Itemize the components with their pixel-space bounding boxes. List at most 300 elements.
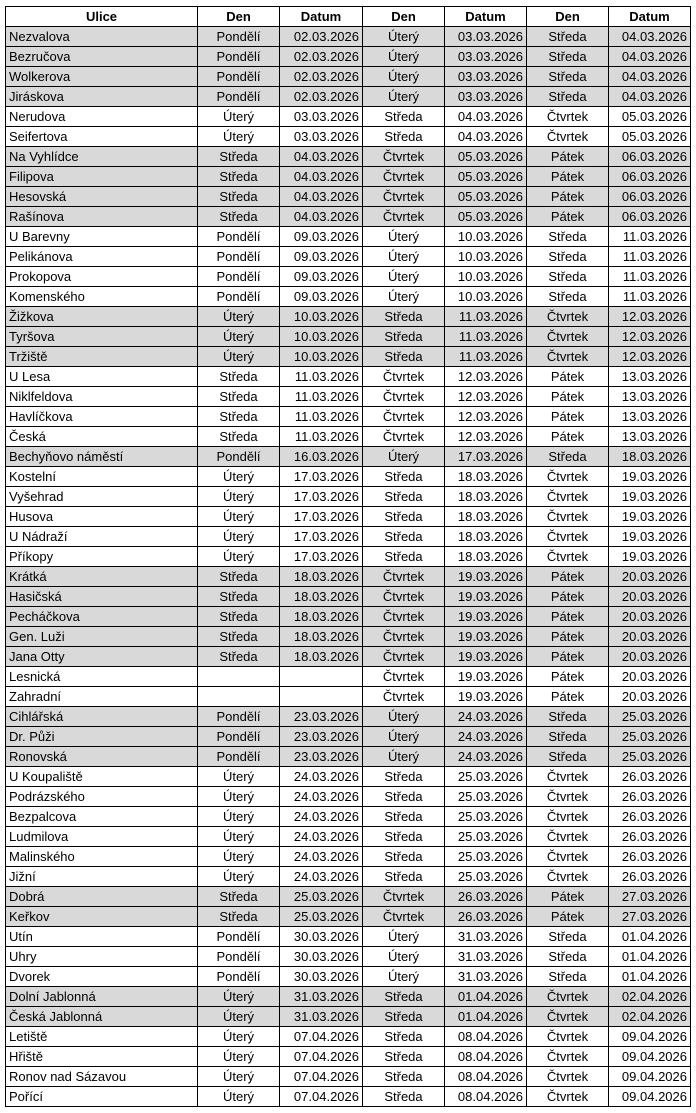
date-1-cell: 03.03.2026 xyxy=(280,127,363,147)
day-3-cell: Středa xyxy=(527,287,609,307)
date-3-cell: 19.03.2026 xyxy=(609,547,691,567)
table-row xyxy=(6,147,691,167)
day-2-cell: Čtvrtek xyxy=(363,887,445,907)
day-1-cell xyxy=(198,667,280,687)
date-3-cell: 13.03.2026 xyxy=(609,407,691,427)
table-row xyxy=(6,787,691,807)
date-2-cell: 31.03.2026 xyxy=(445,947,527,967)
street-cell: Hasičská xyxy=(6,587,198,607)
date-1-cell: 10.03.2026 xyxy=(280,327,363,347)
date-1-cell: 18.03.2026 xyxy=(280,607,363,627)
date-2-cell: 03.03.2026 xyxy=(445,27,527,47)
date-2-cell: 19.03.2026 xyxy=(445,607,527,627)
day-1-cell: Středa xyxy=(198,367,280,387)
table-row xyxy=(6,347,691,367)
date-2-cell: 26.03.2026 xyxy=(445,907,527,927)
date-2-cell: 12.03.2026 xyxy=(445,367,527,387)
day-2-cell: Čtvrtek xyxy=(363,187,445,207)
date-3-cell: 19.03.2026 xyxy=(609,487,691,507)
date-3-cell: 27.03.2026 xyxy=(609,887,691,907)
day-1-cell: Středa xyxy=(198,607,280,627)
day-3-cell: Pátek xyxy=(527,167,609,187)
date-2-cell: 01.04.2026 xyxy=(445,1007,527,1027)
day-1-cell: Úterý xyxy=(198,807,280,827)
date-1-cell: 23.03.2026 xyxy=(280,707,363,727)
table-row xyxy=(6,967,691,987)
date-1-cell: 18.03.2026 xyxy=(280,627,363,647)
day-2-cell: Středa xyxy=(363,107,445,127)
date-2-cell: 05.03.2026 xyxy=(445,187,527,207)
street-cell: Seifertova xyxy=(6,127,198,147)
date-3-cell: 27.03.2026 xyxy=(609,907,691,927)
table-row xyxy=(6,207,691,227)
day-3-cell: Čtvrtek xyxy=(527,527,609,547)
date-3-cell: 02.04.2026 xyxy=(609,1007,691,1027)
date-1-cell: 03.03.2026 xyxy=(280,107,363,127)
street-cell: Příkopy xyxy=(6,547,198,567)
header-street: Ulice xyxy=(6,7,198,27)
table-row xyxy=(6,867,691,887)
date-1-cell: 11.03.2026 xyxy=(280,427,363,447)
day-2-cell: Středa xyxy=(363,767,445,787)
day-2-cell: Středa xyxy=(363,1067,445,1087)
day-1-cell: Středa xyxy=(198,167,280,187)
street-cell: Ronovská xyxy=(6,747,198,767)
date-2-cell: 04.03.2026 xyxy=(445,107,527,127)
street-cell: Dolní Jablonná xyxy=(6,987,198,1007)
header-date-3: Datum xyxy=(609,7,691,27)
day-1-cell: Pondělí xyxy=(198,287,280,307)
street-cell: Bezručova xyxy=(6,47,198,67)
street-cell: Dobrá xyxy=(6,887,198,907)
table-row xyxy=(6,67,691,87)
date-1-cell: 10.03.2026 xyxy=(280,307,363,327)
day-1-cell: Úterý xyxy=(198,1067,280,1087)
date-1-cell: 31.03.2026 xyxy=(280,987,363,1007)
date-2-cell: 26.03.2026 xyxy=(445,887,527,907)
date-2-cell: 18.03.2026 xyxy=(445,507,527,527)
day-2-cell: Úterý xyxy=(363,287,445,307)
table-row xyxy=(6,907,691,927)
street-cell: Hesovská xyxy=(6,187,198,207)
date-3-cell: 25.03.2026 xyxy=(609,707,691,727)
day-1-cell: Pondělí xyxy=(198,447,280,467)
date-2-cell: 10.03.2026 xyxy=(445,247,527,267)
day-2-cell: Středa xyxy=(363,307,445,327)
street-cell: Pořící xyxy=(6,1087,198,1107)
date-3-cell: 01.04.2026 xyxy=(609,927,691,947)
day-2-cell: Středa xyxy=(363,1047,445,1067)
date-1-cell: 11.03.2026 xyxy=(280,367,363,387)
day-2-cell: Středa xyxy=(363,867,445,887)
day-1-cell: Pondělí xyxy=(198,727,280,747)
date-2-cell: 17.03.2026 xyxy=(445,447,527,467)
day-2-cell: Úterý xyxy=(363,947,445,967)
day-1-cell: Úterý xyxy=(198,1007,280,1027)
date-2-cell: 05.03.2026 xyxy=(445,167,527,187)
day-3-cell: Čtvrtek xyxy=(527,1087,609,1107)
date-3-cell: 26.03.2026 xyxy=(609,867,691,887)
day-3-cell: Pátek xyxy=(527,427,609,447)
table-row xyxy=(6,767,691,787)
day-2-cell: Úterý xyxy=(363,927,445,947)
table-row xyxy=(6,307,691,327)
date-2-cell: 25.03.2026 xyxy=(445,807,527,827)
day-3-cell: Čtvrtek xyxy=(527,467,609,487)
date-3-cell: 01.04.2026 xyxy=(609,947,691,967)
day-1-cell: Pondělí xyxy=(198,747,280,767)
table-row xyxy=(6,547,691,567)
table-row xyxy=(6,587,691,607)
day-1-cell: Pondělí xyxy=(198,707,280,727)
date-1-cell xyxy=(280,667,363,687)
date-2-cell: 24.03.2026 xyxy=(445,747,527,767)
table-row xyxy=(6,87,691,107)
date-1-cell: 17.03.2026 xyxy=(280,547,363,567)
date-3-cell: 20.03.2026 xyxy=(609,607,691,627)
street-cell: Dr. Půži xyxy=(6,727,198,747)
table-body xyxy=(6,27,691,1107)
date-1-cell: 04.03.2026 xyxy=(280,207,363,227)
date-3-cell: 05.03.2026 xyxy=(609,127,691,147)
date-3-cell: 20.03.2026 xyxy=(609,567,691,587)
day-1-cell: Úterý xyxy=(198,107,280,127)
day-1-cell: Úterý xyxy=(198,827,280,847)
date-2-cell: 08.04.2026 xyxy=(445,1067,527,1087)
date-1-cell: 30.03.2026 xyxy=(280,947,363,967)
street-cell: Nezvalova xyxy=(6,27,198,47)
day-3-cell: Čtvrtek xyxy=(527,507,609,527)
date-1-cell: 30.03.2026 xyxy=(280,927,363,947)
street-cell: Keřkov xyxy=(6,907,198,927)
date-1-cell: 17.03.2026 xyxy=(280,507,363,527)
day-1-cell: Úterý xyxy=(198,847,280,867)
day-3-cell: Středa xyxy=(527,947,609,967)
date-3-cell: 26.03.2026 xyxy=(609,787,691,807)
date-2-cell: 19.03.2026 xyxy=(445,567,527,587)
day-3-cell: Středa xyxy=(527,247,609,267)
street-cell: Podrázského xyxy=(6,787,198,807)
day-1-cell: Úterý xyxy=(198,347,280,367)
day-2-cell: Úterý xyxy=(363,267,445,287)
street-cell: U Nádraží xyxy=(6,527,198,547)
street-cell: Prokopova xyxy=(6,267,198,287)
day-1-cell: Pondělí xyxy=(198,47,280,67)
table-row xyxy=(6,1067,691,1087)
date-3-cell: 02.04.2026 xyxy=(609,987,691,1007)
date-2-cell: 04.03.2026 xyxy=(445,127,527,147)
table-row xyxy=(6,887,691,907)
date-1-cell: 11.03.2026 xyxy=(280,387,363,407)
day-2-cell: Středa xyxy=(363,787,445,807)
day-1-cell: Středa xyxy=(198,907,280,927)
day-1-cell: Pondělí xyxy=(198,267,280,287)
date-3-cell: 11.03.2026 xyxy=(609,247,691,267)
street-cell: Hřiště xyxy=(6,1047,198,1067)
date-3-cell: 20.03.2026 xyxy=(609,587,691,607)
street-cell: Gen. Luži xyxy=(6,627,198,647)
date-1-cell: 24.03.2026 xyxy=(280,767,363,787)
day-2-cell: Čtvrtek xyxy=(363,167,445,187)
table-row xyxy=(6,607,691,627)
date-3-cell: 04.03.2026 xyxy=(609,67,691,87)
date-2-cell: 19.03.2026 xyxy=(445,587,527,607)
date-3-cell: 19.03.2026 xyxy=(609,467,691,487)
day-3-cell: Čtvrtek xyxy=(527,987,609,1007)
day-2-cell: Čtvrtek xyxy=(363,647,445,667)
date-2-cell: 08.04.2026 xyxy=(445,1087,527,1107)
collection-schedule-table xyxy=(5,6,691,1107)
date-2-cell: 10.03.2026 xyxy=(445,227,527,247)
day-2-cell: Čtvrtek xyxy=(363,367,445,387)
day-2-cell: Čtvrtek xyxy=(363,407,445,427)
date-2-cell: 08.04.2026 xyxy=(445,1047,527,1067)
date-3-cell: 06.03.2026 xyxy=(609,167,691,187)
street-cell: Husova xyxy=(6,507,198,527)
day-3-cell: Středa xyxy=(527,447,609,467)
day-3-cell: Čtvrtek xyxy=(527,547,609,567)
street-cell: Ronov nad Sázavou xyxy=(6,1067,198,1087)
date-2-cell: 18.03.2026 xyxy=(445,527,527,547)
street-cell: Malinského xyxy=(6,847,198,867)
day-3-cell: Středa xyxy=(527,707,609,727)
date-3-cell: 13.03.2026 xyxy=(609,427,691,447)
day-2-cell: Čtvrtek xyxy=(363,147,445,167)
date-2-cell: 18.03.2026 xyxy=(445,467,527,487)
date-2-cell: 25.03.2026 xyxy=(445,827,527,847)
day-3-cell: Čtvrtek xyxy=(527,487,609,507)
date-2-cell: 25.03.2026 xyxy=(445,787,527,807)
date-1-cell: 02.03.2026 xyxy=(280,27,363,47)
date-3-cell: 25.03.2026 xyxy=(609,747,691,767)
day-1-cell: Úterý xyxy=(198,1047,280,1067)
date-1-cell: 23.03.2026 xyxy=(280,727,363,747)
day-3-cell: Pátek xyxy=(527,207,609,227)
table-row xyxy=(6,687,691,707)
day-2-cell: Úterý xyxy=(363,67,445,87)
day-3-cell: Čtvrtek xyxy=(527,1067,609,1087)
date-3-cell: 04.03.2026 xyxy=(609,87,691,107)
table-row xyxy=(6,247,691,267)
day-3-cell: Pátek xyxy=(527,647,609,667)
table-row xyxy=(6,107,691,127)
day-2-cell: Úterý xyxy=(363,247,445,267)
table-row xyxy=(6,567,691,587)
date-1-cell: 24.03.2026 xyxy=(280,827,363,847)
date-1-cell: 07.04.2026 xyxy=(280,1067,363,1087)
day-3-cell: Pátek xyxy=(527,587,609,607)
day-1-cell: Úterý xyxy=(198,467,280,487)
table-row xyxy=(6,927,691,947)
street-cell: U Lesa xyxy=(6,367,198,387)
date-1-cell: 07.04.2026 xyxy=(280,1027,363,1047)
table-row xyxy=(6,807,691,827)
day-3-cell: Pátek xyxy=(527,567,609,587)
day-3-cell: Středa xyxy=(527,87,609,107)
date-3-cell: 11.03.2026 xyxy=(609,287,691,307)
table-row xyxy=(6,1087,691,1107)
date-3-cell: 26.03.2026 xyxy=(609,807,691,827)
street-cell: Tyršova xyxy=(6,327,198,347)
date-3-cell: 26.03.2026 xyxy=(609,827,691,847)
day-1-cell: Pondělí xyxy=(198,947,280,967)
street-cell: Vyšehrad xyxy=(6,487,198,507)
day-3-cell: Čtvrtek xyxy=(527,827,609,847)
street-cell: Cihlářská xyxy=(6,707,198,727)
date-3-cell: 06.03.2026 xyxy=(609,207,691,227)
date-3-cell: 19.03.2026 xyxy=(609,507,691,527)
day-3-cell: Pátek xyxy=(527,387,609,407)
date-2-cell: 12.03.2026 xyxy=(445,387,527,407)
day-1-cell: Středa xyxy=(198,647,280,667)
street-cell: Česká xyxy=(6,427,198,447)
date-1-cell: 18.03.2026 xyxy=(280,587,363,607)
day-3-cell: Čtvrtek xyxy=(527,107,609,127)
date-2-cell: 12.03.2026 xyxy=(445,407,527,427)
day-2-cell: Čtvrtek xyxy=(363,587,445,607)
date-2-cell: 08.04.2026 xyxy=(445,1027,527,1047)
day-3-cell: Čtvrtek xyxy=(527,867,609,887)
date-2-cell: 31.03.2026 xyxy=(445,927,527,947)
day-1-cell: Úterý xyxy=(198,767,280,787)
day-3-cell: Středa xyxy=(527,727,609,747)
day-2-cell: Středa xyxy=(363,1007,445,1027)
table-row xyxy=(6,947,691,967)
day-2-cell: Čtvrtek xyxy=(363,687,445,707)
date-1-cell: 24.03.2026 xyxy=(280,847,363,867)
header-day-3: Den xyxy=(527,7,609,27)
date-3-cell: 26.03.2026 xyxy=(609,847,691,867)
day-2-cell: Čtvrtek xyxy=(363,387,445,407)
day-1-cell: Úterý xyxy=(198,547,280,567)
date-1-cell: 10.03.2026 xyxy=(280,347,363,367)
day-3-cell: Čtvrtek xyxy=(527,847,609,867)
table-row xyxy=(6,747,691,767)
table-row xyxy=(6,367,691,387)
table-row xyxy=(6,1027,691,1047)
date-2-cell: 25.03.2026 xyxy=(445,767,527,787)
street-cell: Wolkerova xyxy=(6,67,198,87)
date-3-cell: 09.04.2026 xyxy=(609,1087,691,1107)
day-1-cell: Středa xyxy=(198,407,280,427)
street-cell: Žižkova xyxy=(6,307,198,327)
date-1-cell: 17.03.2026 xyxy=(280,527,363,547)
date-3-cell: 25.03.2026 xyxy=(609,727,691,747)
date-1-cell: 17.03.2026 xyxy=(280,487,363,507)
table-row xyxy=(6,507,691,527)
date-1-cell: 17.03.2026 xyxy=(280,467,363,487)
street-cell: Uhry xyxy=(6,947,198,967)
day-1-cell: Pondělí xyxy=(198,927,280,947)
date-3-cell: 20.03.2026 xyxy=(609,667,691,687)
day-3-cell: Čtvrtek xyxy=(527,347,609,367)
date-3-cell: 06.03.2026 xyxy=(609,147,691,167)
day-3-cell: Středa xyxy=(527,67,609,87)
day-2-cell: Čtvrtek xyxy=(363,207,445,227)
street-cell: Filipova xyxy=(6,167,198,187)
table-row xyxy=(6,847,691,867)
street-cell: Utín xyxy=(6,927,198,947)
day-1-cell: Středa xyxy=(198,187,280,207)
day-1-cell: Středa xyxy=(198,887,280,907)
date-2-cell: 03.03.2026 xyxy=(445,47,527,67)
day-3-cell: Čtvrtek xyxy=(527,1007,609,1027)
day-1-cell: Úterý xyxy=(198,507,280,527)
day-1-cell: Úterý xyxy=(198,327,280,347)
date-2-cell: 10.03.2026 xyxy=(445,287,527,307)
day-3-cell: Čtvrtek xyxy=(527,787,609,807)
day-1-cell: Úterý xyxy=(198,787,280,807)
table-row xyxy=(6,667,691,687)
day-3-cell: Středa xyxy=(527,267,609,287)
street-cell: Tržiště xyxy=(6,347,198,367)
street-cell: Pelikánova xyxy=(6,247,198,267)
day-2-cell: Čtvrtek xyxy=(363,607,445,627)
table-row xyxy=(6,267,691,287)
table-row xyxy=(6,467,691,487)
table-row xyxy=(6,527,691,547)
day-3-cell: Pátek xyxy=(527,187,609,207)
date-1-cell: 18.03.2026 xyxy=(280,567,363,587)
date-3-cell: 06.03.2026 xyxy=(609,187,691,207)
table-row xyxy=(6,1007,691,1027)
day-2-cell: Středa xyxy=(363,827,445,847)
date-1-cell: 24.03.2026 xyxy=(280,807,363,827)
day-2-cell: Středa xyxy=(363,1087,445,1107)
day-1-cell: Středa xyxy=(198,207,280,227)
date-3-cell: 19.03.2026 xyxy=(609,527,691,547)
table-row xyxy=(6,167,691,187)
date-2-cell: 11.03.2026 xyxy=(445,347,527,367)
street-cell: Letiště xyxy=(6,1027,198,1047)
day-2-cell: Úterý xyxy=(363,447,445,467)
date-1-cell: 04.03.2026 xyxy=(280,167,363,187)
street-cell: Komenského xyxy=(6,287,198,307)
day-1-cell: Úterý xyxy=(198,1087,280,1107)
table-row xyxy=(6,647,691,667)
day-2-cell: Úterý xyxy=(363,87,445,107)
header-date-2: Datum xyxy=(445,7,527,27)
street-cell: Lesnická xyxy=(6,667,198,687)
street-cell: Česká Jablonná xyxy=(6,1007,198,1027)
table-row xyxy=(6,407,691,427)
street-cell: U Koupaliště xyxy=(6,767,198,787)
date-3-cell: 13.03.2026 xyxy=(609,367,691,387)
day-1-cell: Středa xyxy=(198,587,280,607)
day-3-cell: Čtvrtek xyxy=(527,1027,609,1047)
date-1-cell: 31.03.2026 xyxy=(280,1007,363,1027)
date-1-cell: 02.03.2026 xyxy=(280,67,363,87)
header-date-1: Datum xyxy=(280,7,363,27)
street-cell: Jana Otty xyxy=(6,647,198,667)
day-2-cell: Středa xyxy=(363,327,445,347)
date-2-cell: 18.03.2026 xyxy=(445,547,527,567)
date-3-cell: 12.03.2026 xyxy=(609,327,691,347)
street-cell: Bezpalcova xyxy=(6,807,198,827)
date-1-cell: 25.03.2026 xyxy=(280,907,363,927)
day-3-cell: Čtvrtek xyxy=(527,767,609,787)
street-cell: Havlíčkova xyxy=(6,407,198,427)
date-2-cell: 19.03.2026 xyxy=(445,667,527,687)
date-2-cell: 03.03.2026 xyxy=(445,87,527,107)
date-3-cell: 20.03.2026 xyxy=(609,627,691,647)
street-cell: Rašínova xyxy=(6,207,198,227)
date-3-cell: 18.03.2026 xyxy=(609,447,691,467)
date-1-cell: 25.03.2026 xyxy=(280,887,363,907)
day-2-cell: Čtvrtek xyxy=(363,907,445,927)
table-row xyxy=(6,707,691,727)
day-3-cell: Středa xyxy=(527,967,609,987)
